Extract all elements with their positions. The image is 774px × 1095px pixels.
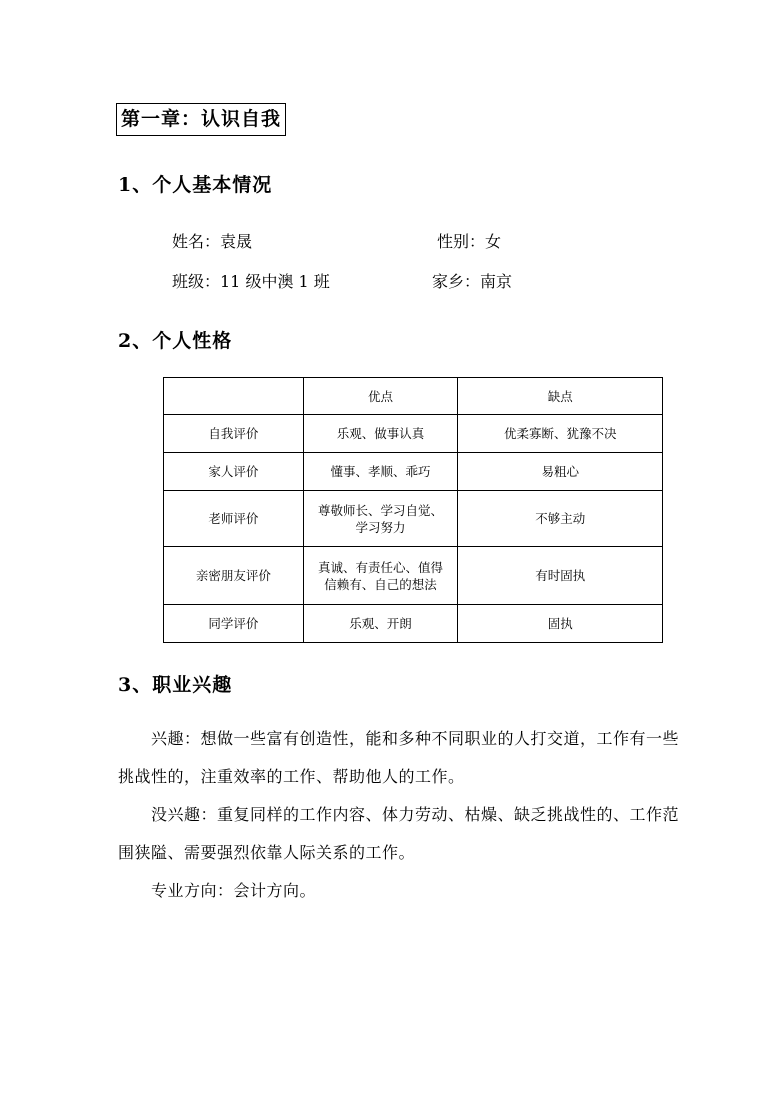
pros-cell <box>303 547 458 605</box>
hometown-field: 家乡：南京 <box>432 272 513 291</box>
chapter-title: 第一章：认识自我 <box>116 103 286 136</box>
gender-field: 性别：女 <box>437 232 502 251</box>
table-row <box>164 547 663 605</box>
pros-cell: 懂事、孝顺、乖巧 <box>303 453 458 491</box>
cons-cell: 优柔寡断、犹豫不决 <box>458 415 663 453</box>
pros-line: 尊敬师长、学习自觉、 <box>318 502 444 518</box>
row-label: 亲密朋友评价 <box>164 547 304 605</box>
cons-cell: 固执 <box>458 605 663 643</box>
row-label: 自我评价 <box>164 415 304 453</box>
major-paragraph: 专业方向：会计方向。 <box>151 881 317 900</box>
name-field: 姓名：袁晟 <box>172 232 253 251</box>
cons-cell: 易粗心 <box>458 453 663 491</box>
row-label: 老师评价 <box>164 491 304 547</box>
cons-cell: 有时固执 <box>458 547 663 605</box>
cons-cell: 不够主动 <box>458 491 663 547</box>
pros-line: 信赖有、自己的想法 <box>324 576 437 592</box>
pros-cell: 乐观、做事认真 <box>303 415 458 453</box>
career-interest-body <box>118 720 688 910</box>
table-header-cell <box>164 378 304 415</box>
table-header-row <box>164 378 663 415</box>
table-header-cell: 优点 <box>303 378 458 415</box>
class-field: 班级：11 级中澳 1 班 <box>172 272 330 291</box>
personality-evaluation-table <box>163 377 663 643</box>
section-heading-career-interest: 3、职业兴趣 <box>118 674 233 696</box>
table-row <box>164 605 663 643</box>
pros-line: 学习努力 <box>355 519 406 535</box>
pros-cell <box>303 491 458 547</box>
section-heading-personality: 2、个人性格 <box>118 330 233 352</box>
row-label: 同学评价 <box>164 605 304 643</box>
interest-paragraph: 兴趣：想做一些富有创造性，能和多种不同职业的人打交道，工作有一些挑战性的，注重效率的工作、帮助他人的工作。 <box>118 729 680 786</box>
pros-line: 真诚、有责任心、值得 <box>318 559 444 575</box>
table-row <box>164 491 663 547</box>
table-header-cell: 缺点 <box>458 378 663 415</box>
pros-cell: 乐观、开朗 <box>303 605 458 643</box>
table-row <box>164 415 663 453</box>
no-interest-paragraph: 没兴趣：重复同样的工作内容、体力劳动、枯燥、缺乏挑战性的、工作范围狭隘、需要强烈依靠人际关系的工作。 <box>118 805 680 862</box>
section-heading-basic-info: 1、个人基本情况 <box>118 174 273 196</box>
row-label: 家人评价 <box>164 453 304 491</box>
table-row <box>164 453 663 491</box>
